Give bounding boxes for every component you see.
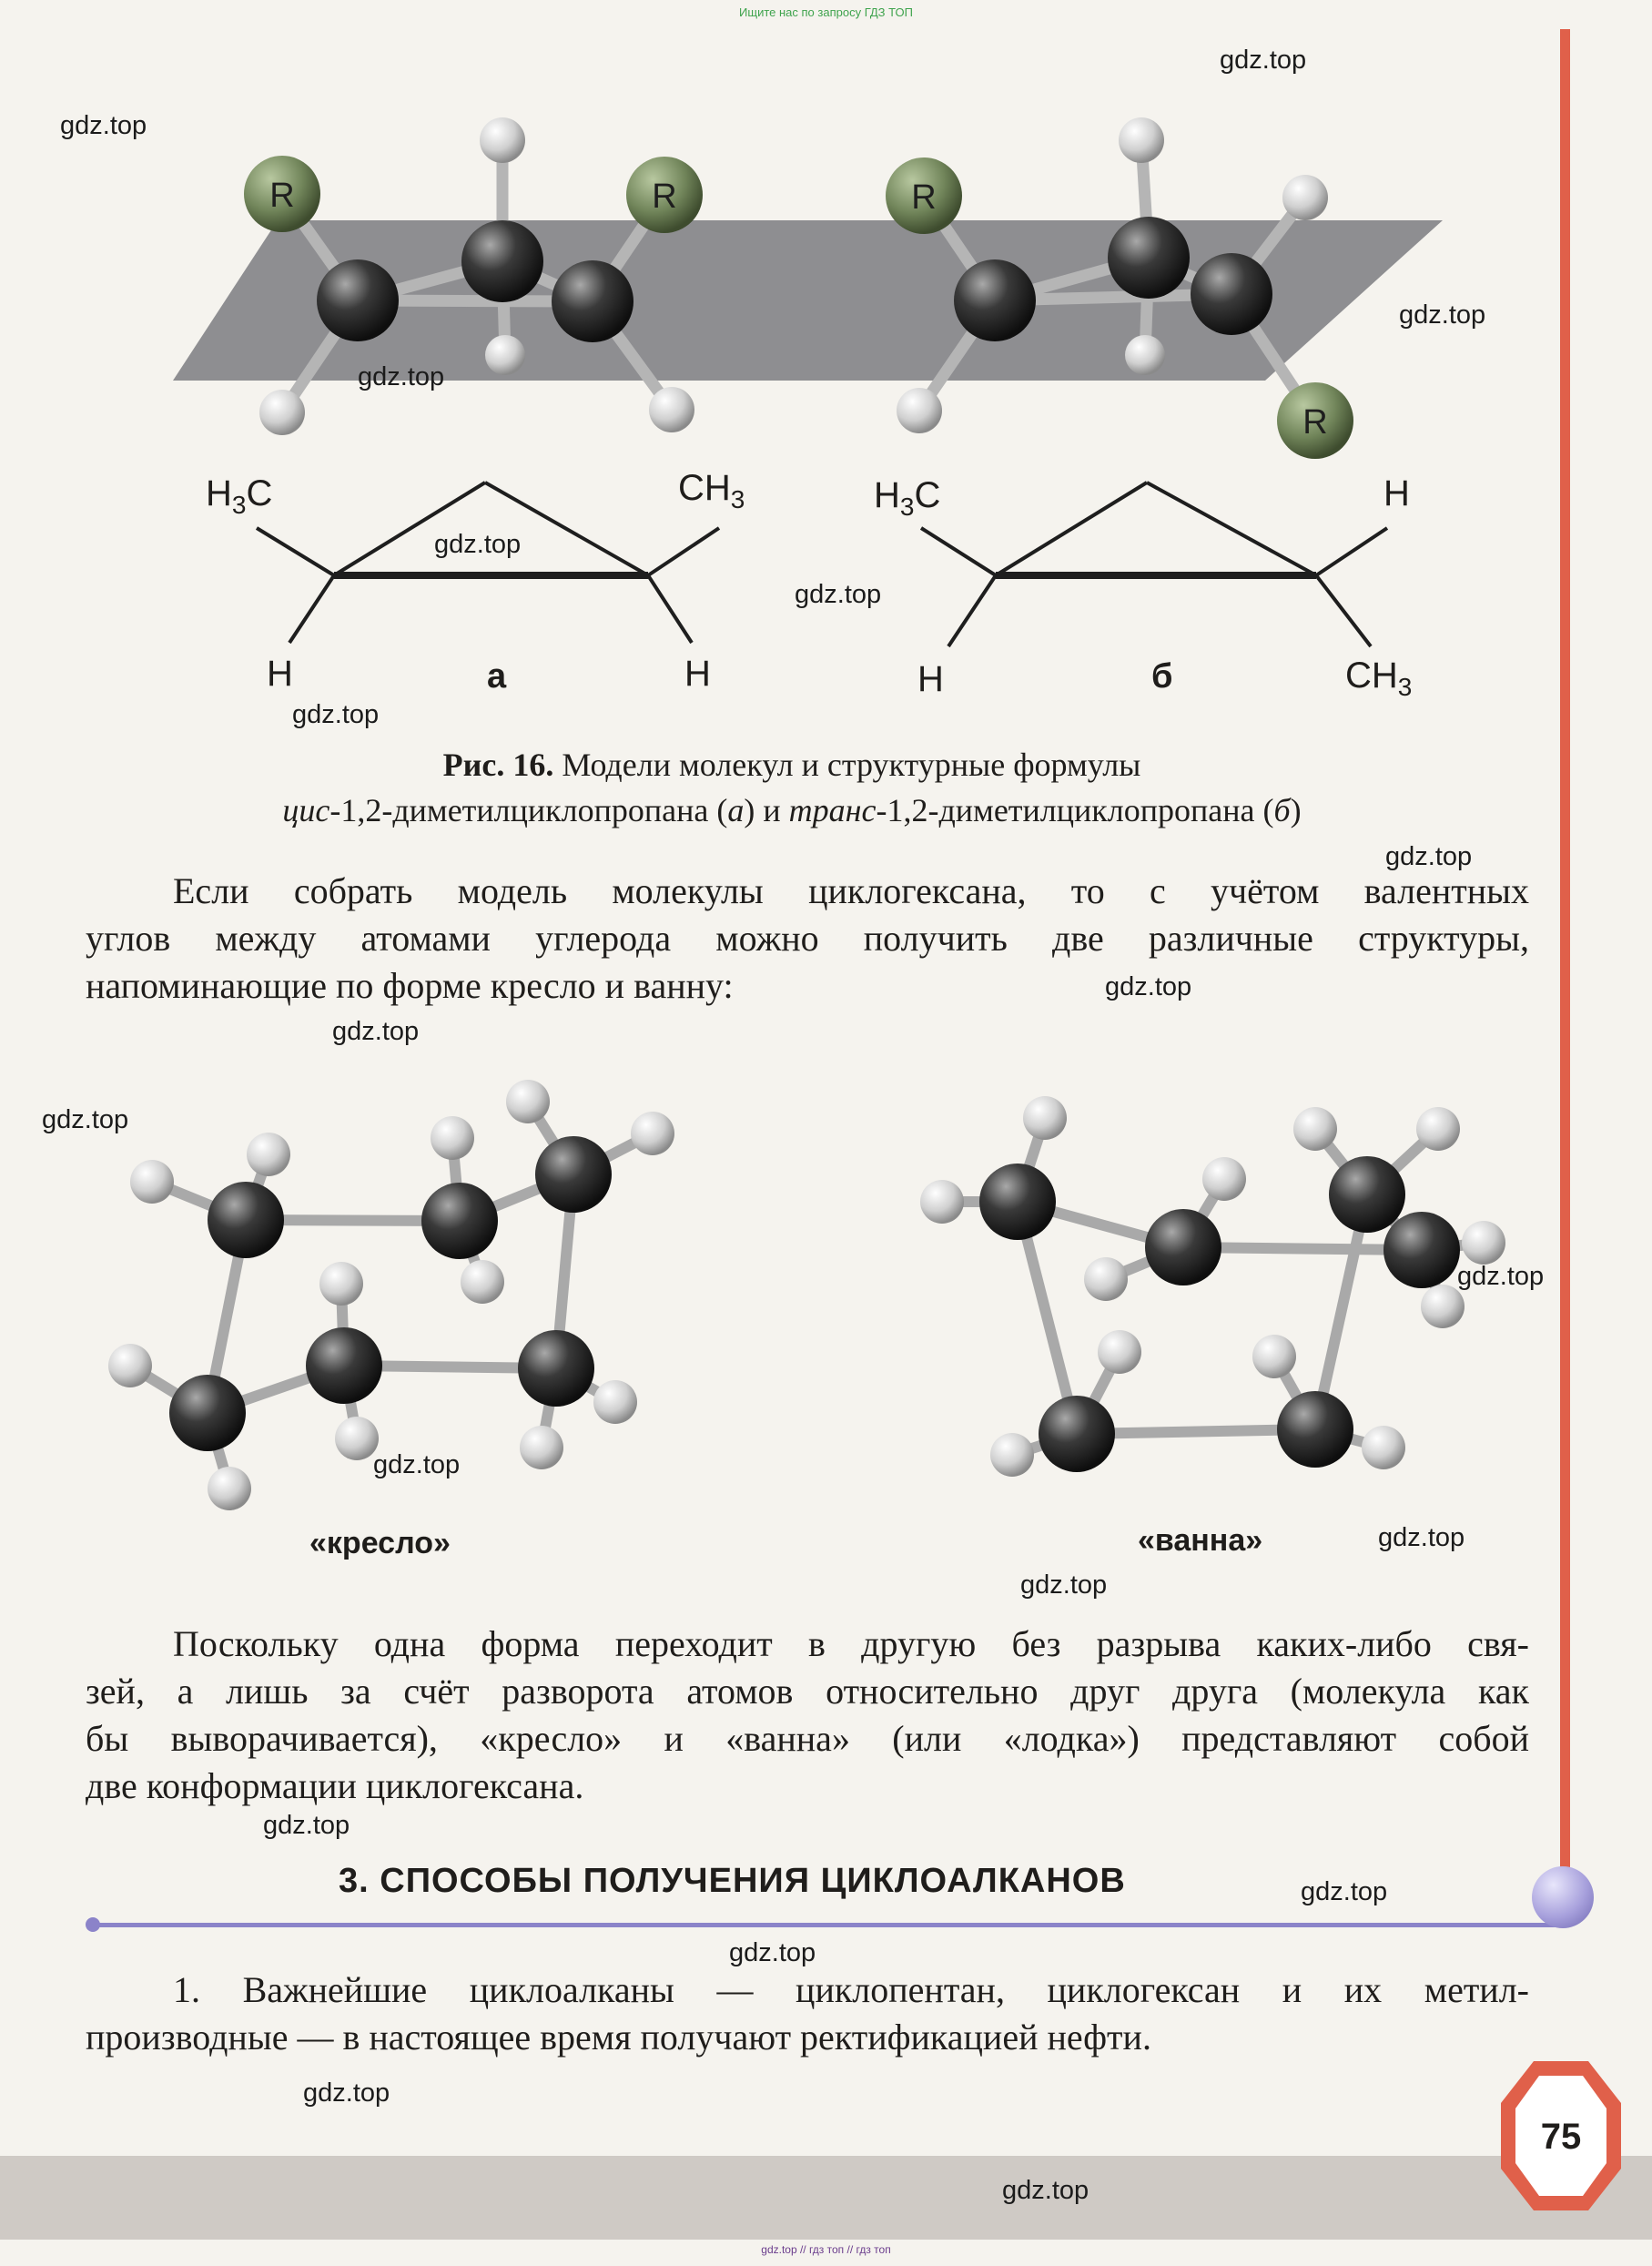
para3-line: 1. Важнейшие циклоалканы — циклопентан, циклогексан и их метил- <box>173 1969 1529 2010</box>
formula-a-label-ch3: $CH_3$ <box>678 468 745 513</box>
watermark: gdz.top <box>332 1017 420 1046</box>
top-search-link[interactable]: Ищите нас по запросу ГДЗ ТОП <box>739 5 913 19</box>
formula-b-letter: б <box>1151 657 1173 696</box>
section-rule <box>91 1923 1566 1927</box>
watermark: gdz.top <box>795 580 882 609</box>
c-atom <box>954 259 1036 341</box>
para2-line: бы выворачивается), «кресло» и «ванна» (или «лодка») представляют собой <box>86 1718 1529 1759</box>
formula-a-label-h3c: $H_3C$ <box>206 473 273 519</box>
watermark: gdz.top <box>1301 1877 1388 1906</box>
r-label: R <box>652 178 677 216</box>
section-rule-dot <box>86 1917 100 1932</box>
c-atom <box>317 259 399 341</box>
paragraph-3 <box>86 1966 1529 2061</box>
formula-a-label-h-right: H <box>684 654 711 694</box>
watermark: gdz.top <box>1020 1570 1108 1600</box>
formula-b-label-h-right: H <box>1383 473 1410 513</box>
caption-line1: Модели молекул и структурные формулы <box>562 747 1141 783</box>
h-atom <box>259 390 305 435</box>
para2-line: Поскольку одна форма переходит в другую без разрыва каких-либо свя- <box>173 1623 1529 1664</box>
cyclohexane-conformations <box>0 1020 1652 1602</box>
watermark: gdz.top <box>263 1811 350 1840</box>
watermark: gdz.top <box>1002 2176 1090 2205</box>
para3-line: производные — в настоящее время получают ректификацией нефти. <box>86 2017 1151 2058</box>
watermark: gdz.top <box>373 1450 461 1479</box>
watermark: gdz.top <box>42 1105 129 1134</box>
c-atom <box>1108 217 1190 299</box>
formula-b-label-ch3: $CH_3$ <box>1345 655 1413 701</box>
watermark: gdz.top <box>1220 46 1307 75</box>
watermark: gdz.top <box>1105 972 1192 1001</box>
h-atom <box>1119 117 1164 163</box>
h-atom <box>649 387 694 432</box>
r-label: R <box>911 178 937 217</box>
page-number: 75 <box>1540 2117 1582 2157</box>
watermark: gdz.top <box>729 1938 816 1967</box>
figure-16 <box>0 0 1652 737</box>
paragraph-1 <box>86 868 1529 1010</box>
watermark: gdz.top <box>303 2078 390 2108</box>
para1-line: Если собрать модель молекулы циклогексана, то с учётом валентных <box>173 870 1529 911</box>
figure-caption: Рис. 16. Модели молекул и структурные формулы цис-1,2-диметилциклопропана (а) и транс-1,2-диметилциклопропана (б) <box>282 747 1302 828</box>
caption-number: Рис. 16. <box>442 747 554 783</box>
para1-line: напоминающие по форме кресло и ванну: <box>86 965 734 1006</box>
chair-atoms <box>108 1080 674 1510</box>
paragraph-2 <box>86 1621 1529 1810</box>
c-atom <box>552 260 633 342</box>
caption-trans: транс <box>788 792 877 828</box>
formula-b-label-h-left: H <box>917 659 944 699</box>
formula-a-letter: а <box>487 657 507 696</box>
formula-a-label-h-left: H <box>267 654 293 694</box>
c-atom <box>1191 253 1272 335</box>
para2-line: две конформации циклогексана. <box>86 1765 584 1806</box>
chair-label: «кресло» <box>309 1526 451 1560</box>
section-heading: 3. СПОСОБЫ ПОЛУЧЕНИЯ ЦИКЛОАЛКАНОВ <box>339 1862 1126 1900</box>
h-atom <box>1125 335 1165 375</box>
para1-line: углов между атомами углерода можно получить две различные структуры, <box>86 918 1529 959</box>
formula-b-label-h3c: $H_3C$ <box>874 475 941 521</box>
watermark: gdz.top <box>434 530 522 559</box>
watermark: gdz.top <box>1457 1262 1545 1291</box>
watermark: gdz.top <box>60 111 147 140</box>
caption-cis: цис <box>282 792 330 828</box>
para2-line: зей, а лишь за счёт разворота атомов относительно друг друга (молекула как <box>86 1671 1529 1712</box>
formula-b-lines <box>921 483 1387 646</box>
h-atom <box>485 335 525 375</box>
h-atom <box>1282 175 1328 220</box>
watermark: gdz.top <box>292 700 380 729</box>
r-label: R <box>269 177 295 215</box>
c-atom <box>461 220 543 302</box>
h-atom <box>897 388 942 433</box>
watermark: gdz.top <box>1385 842 1473 871</box>
watermark: gdz.top <box>358 362 445 391</box>
boat-label: «ванна» <box>1138 1523 1263 1558</box>
watermark: gdz.top <box>1399 300 1486 330</box>
section-marker-ball <box>1532 1866 1594 1928</box>
formula-a-lines <box>257 483 719 643</box>
r-label: R <box>1302 403 1328 442</box>
footer-band <box>0 2156 1652 2240</box>
watermark: gdz.top <box>1378 1523 1465 1552</box>
h-atom <box>480 117 525 163</box>
bottom-site-link[interactable]: gdz.top // гдз топ // гдз топ <box>761 2243 891 2256</box>
